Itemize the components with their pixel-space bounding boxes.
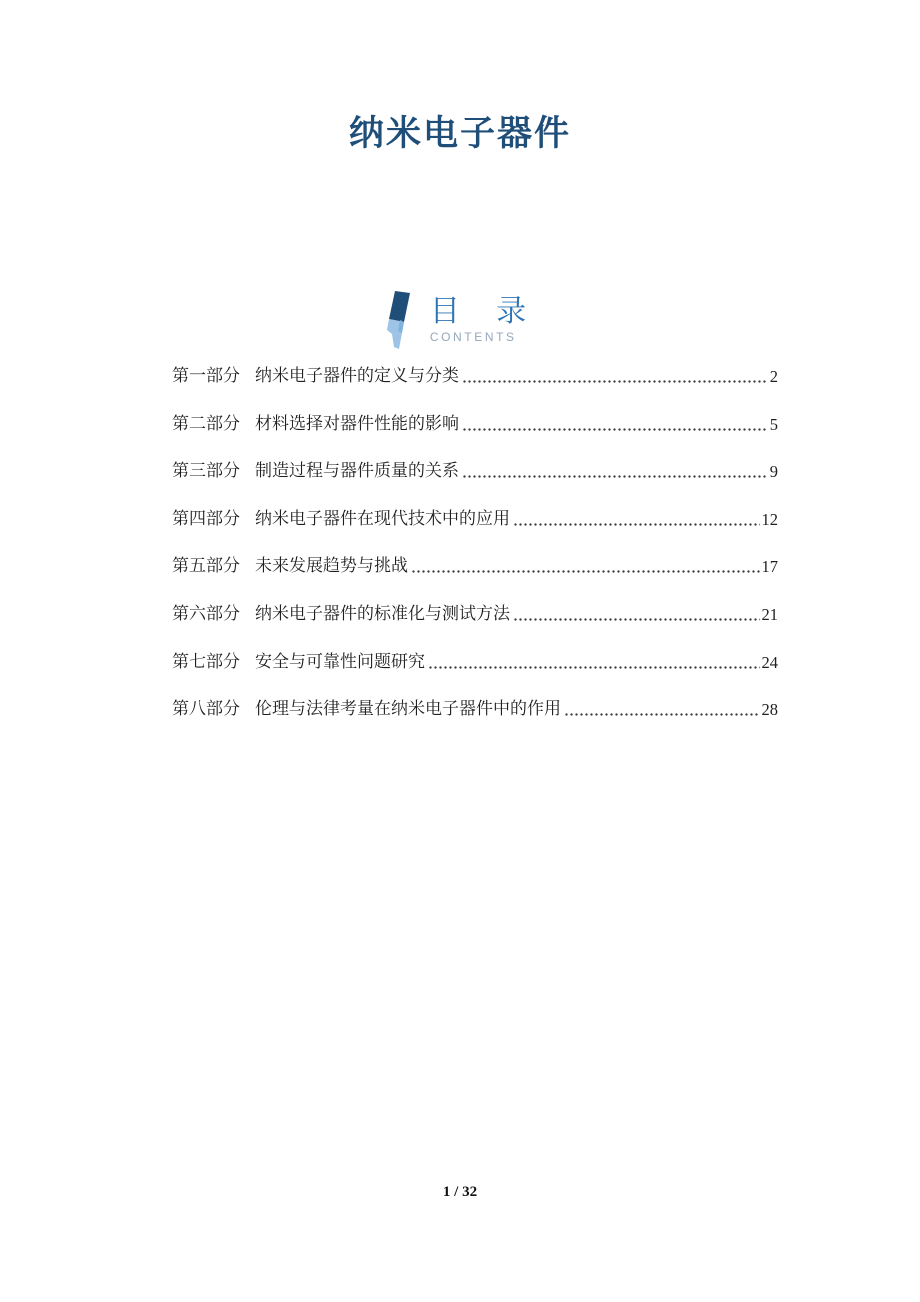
toc-dot-leader — [462, 379, 768, 384]
page-indicator: 1 / 32 — [442, 1184, 478, 1200]
toc-entry-title: 纳米电子器件的定义与分类 — [255, 366, 459, 386]
toc-part-label: 第六部分 — [172, 603, 240, 624]
toc-part-label: 第四部分 — [172, 508, 240, 529]
toc-part-label: 第五部分 — [172, 556, 240, 577]
toc-page-number: 9 — [769, 462, 778, 482]
toc-dot-leader — [513, 617, 760, 622]
toc-part-label: 第八部分 — [172, 699, 240, 720]
toc-page-number: 21 — [761, 604, 778, 624]
toc-entry[interactable] — [172, 509, 778, 530]
toc-entry[interactable] — [172, 366, 778, 387]
toc-entry-title: 纳米电子器件在现代技术中的应用 — [255, 508, 510, 529]
toc-dot-leader — [564, 712, 760, 717]
toc-part-label: 第一部分 — [172, 366, 240, 386]
toc-entry-title: 纳米电子器件的标准化与测试方法 — [255, 603, 510, 624]
toc-page-number: 24 — [761, 652, 778, 672]
toc-entry-title: 安全与可靠性问题研究 — [255, 651, 425, 672]
toc-entry[interactable] — [172, 414, 778, 435]
toc-entry[interactable] — [172, 556, 778, 577]
toc-header — [0, 290, 920, 352]
toc-entry[interactable] — [172, 461, 778, 482]
toc-entry[interactable] — [172, 652, 778, 673]
toc-dot-leader — [428, 665, 760, 670]
toc-entry-title: 伦理与法律考量在纳米电子器件中的作用 — [255, 699, 561, 720]
toc-dot-leader — [411, 569, 760, 574]
toc-entry-title: 未来发展趋势与挑战 — [255, 556, 408, 577]
toc-page-number: 2 — [769, 367, 778, 386]
toc-page-number: 28 — [761, 700, 778, 720]
toc-part-label: 第二部分 — [172, 413, 240, 434]
toc-page-number: 12 — [761, 509, 778, 529]
toc-dot-leader — [462, 427, 768, 432]
toc-ribbon-icon — [386, 290, 426, 352]
toc-entry-title: 材料选择对器件性能的影响 — [255, 413, 459, 434]
toc-heading: 目 录 — [429, 295, 535, 328]
document-title: 纳米电子器件 — [348, 114, 571, 153]
toc-dot-leader — [513, 522, 760, 527]
toc-entry[interactable] — [172, 604, 778, 625]
toc-part-label: 第七部分 — [172, 651, 240, 672]
toc-page-number: 5 — [769, 414, 778, 434]
toc-heading-subtitle: CONTENTS — [429, 329, 517, 344]
toc-entry[interactable] — [172, 699, 778, 720]
toc-page-number: 17 — [761, 557, 778, 577]
toc-dot-leader — [462, 474, 768, 479]
toc-list — [172, 366, 778, 720]
toc-part-label: 第三部分 — [172, 461, 240, 482]
toc-entry-title: 制造过程与器件质量的关系 — [255, 461, 459, 482]
